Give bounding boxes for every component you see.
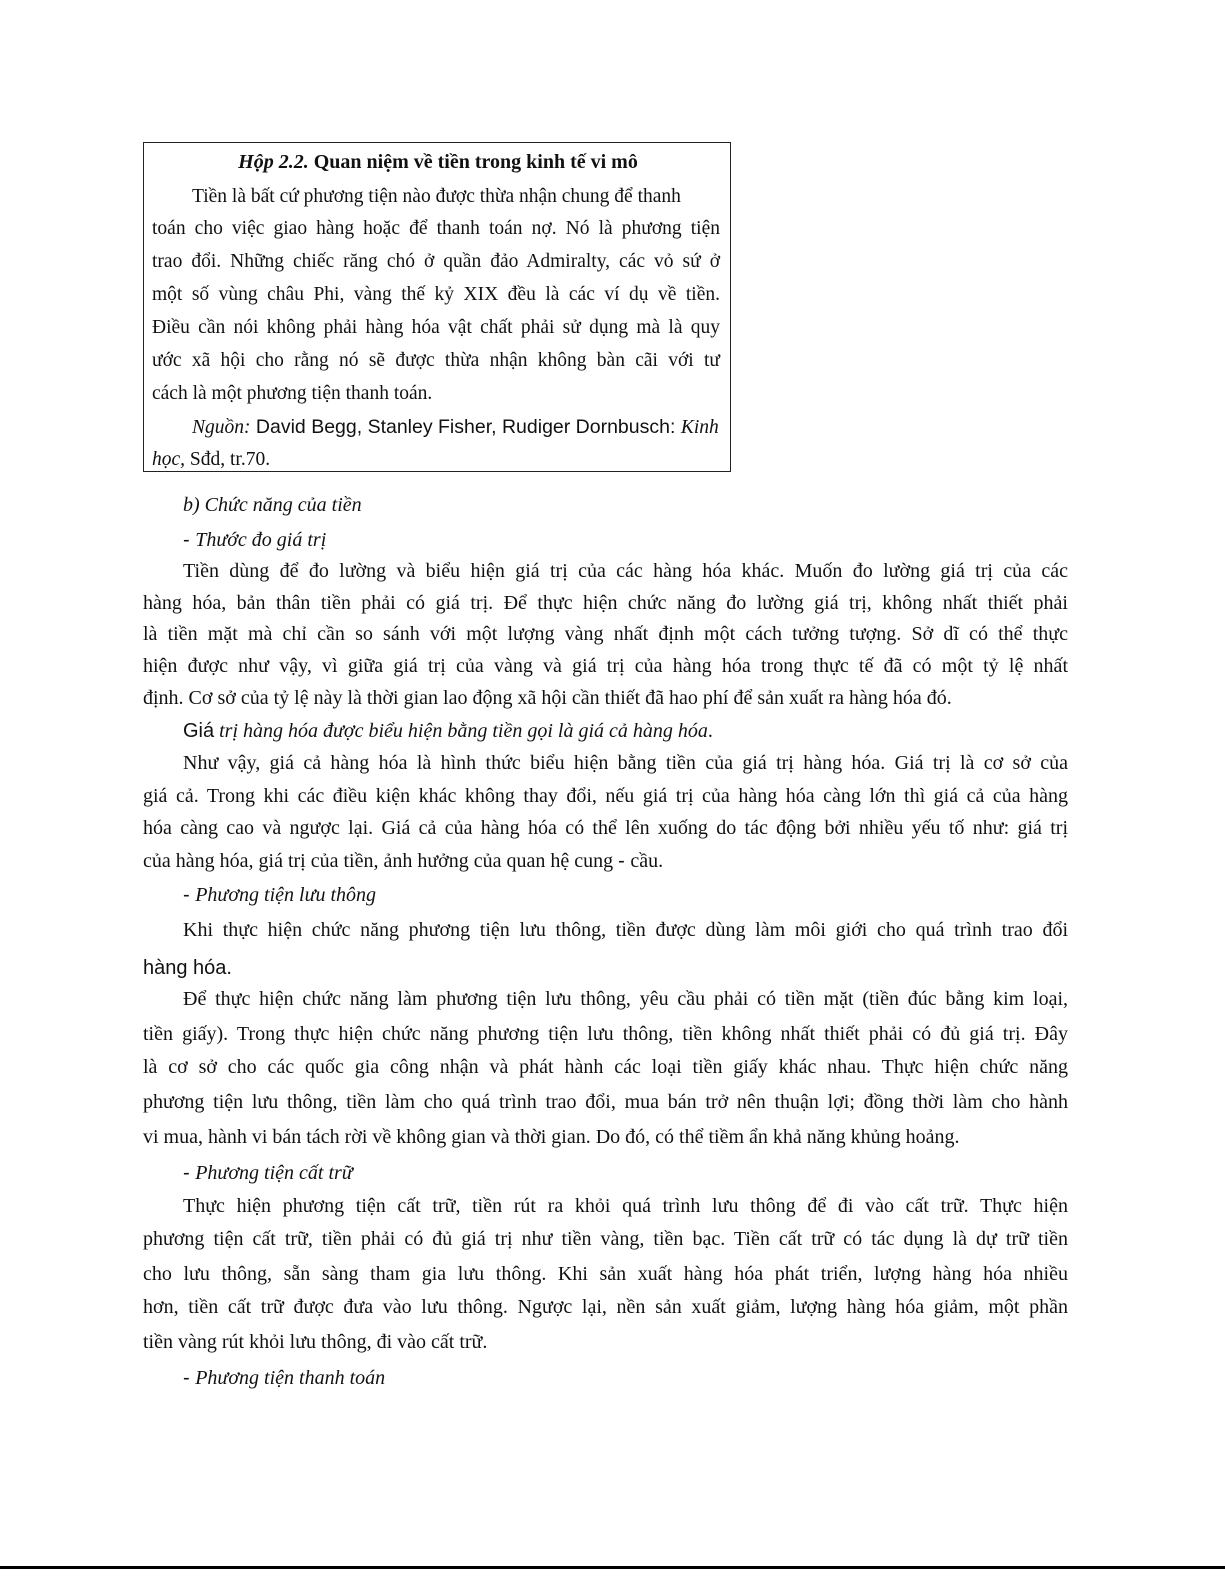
paragraph-line: hàng hóa, bản thân tiền phải có giá trị. Để thực hiện chức năng đo lường giá trị, không nhất thiết phải <box>143 592 1068 614</box>
source-book: Kinh <box>680 417 719 438</box>
paragraph-line: Khi thực hiện chức năng phương tiện lưu thông, tiền được dùng làm môi giới cho quá trình trao đổi <box>183 919 1068 941</box>
source-authors: David Begg, Stanley Fisher, Rudiger Dornbusch: <box>250 416 681 438</box>
box-text-line: trao đổi. Những chiếc răng chó ở quần đảo Admiralty, các vỏ sứ ở <box>152 251 720 272</box>
dash: - <box>183 1367 196 1389</box>
source-book-cont: học, <box>152 449 186 470</box>
page-bottom-rule <box>0 1566 1225 1569</box>
box-title <box>144 151 731 174</box>
paragraph-line: hàng hóa. <box>143 957 232 979</box>
paragraph-line: phương tiện cất trữ, tiền phải có đủ giá trị như tiền vàng, tiền bạc. Tiền cất trữ có tác dụng là dự trữ tiền <box>143 1228 1068 1250</box>
subheading-storage <box>183 1160 353 1186</box>
paragraph-line: phương tiện lưu thông, tiền làm cho quá trình trao đổi, mua bán trở nên thuận lợi; đồng thời làm cho hành <box>143 1091 1068 1113</box>
subheading-circulation <box>183 882 376 908</box>
source-label: Nguồn: <box>192 417 251 438</box>
paragraph-line: tiền giấy). Trong thực hiện chức năng phương tiện lưu thông, tiền không nhất thiết phải có đủ giá trị. Đây <box>143 1023 1068 1045</box>
paragraph-text: cầu. <box>630 850 664 872</box>
box-source <box>192 415 719 440</box>
subheading-text: Phương tiện lưu thông <box>195 884 377 906</box>
subheading-payment <box>183 1365 385 1391</box>
dash: - <box>183 529 196 551</box>
paragraph-line: vi mua, hành vi bán tách rời về không gian và thời gian. Do đó, có thể tiềm ẩn khả năng khủng hoảng. <box>143 1126 960 1148</box>
box-text-line: ước xã hội cho rằng nó sẽ được thừa nhận không bàn cãi với tư <box>152 350 720 371</box>
box-source-cont <box>152 448 270 472</box>
definition-end: . <box>707 720 713 742</box>
box-text-line: Tiền là bất cứ phương tiện nào được thừa nhận chung để thanh <box>192 186 681 207</box>
subheading-text: Thước đo giá trị <box>195 529 327 551</box>
paragraph-line: cho lưu thông, sẵn sàng tham gia lưu thông. Khi sản xuất hàng hóa phát triển, lượng hàng hóa nhiều <box>143 1263 1068 1285</box>
subheading-measure <box>183 527 326 553</box>
subheading-text: Phương tiện thanh toán <box>195 1367 386 1389</box>
paragraph-line: Để thực hiện chức năng làm phương tiện lưu thông, yêu cầu phải có tiền mặt (tiền đúc bằng kim loại, <box>183 988 1068 1010</box>
definition-text: trị hàng hóa được biểu hiện bằng tiền gọi là giá cả hàng hóa <box>214 720 708 742</box>
paragraph-text: của hàng hóa, giá trị của tiền, ảnh hưởng của quan hệ cung <box>143 850 619 872</box>
paragraph-line <box>143 848 663 874</box>
paragraph-line: là tiền mặt mà chỉ cần so sánh với một lượng vàng nhất định một cách tưởng tượng. Sở dĩ có thể thực <box>143 623 1068 645</box>
paragraph-line: Tiền dùng để đo lường và biểu hiện giá trị của các hàng hóa khác. Muốn đo lường giá trị của các <box>183 560 1068 582</box>
dash: - <box>183 1162 196 1184</box>
paragraph-line: giá cả. Trong khi các điều kiện khác không thay đổi, nếu giá trị của hàng hóa càng lớn thì giá cả của hàng <box>143 785 1068 807</box>
dash: - <box>183 884 196 906</box>
paragraph-line: định. Cơ sở của tỷ lệ này là thời gian lao động xã hội cần thiết đã hao phí để sản xuất ra hàng hóa đó. <box>143 687 952 709</box>
definition-first-word: Giá <box>183 720 215 742</box>
box-text-line: một số vùng châu Phi, vàng thế kỷ XIX đều là các ví dụ về tiền. <box>152 284 720 305</box>
subheading-text: Phương tiện cất trữ <box>195 1162 353 1184</box>
paragraph-line: hơn, tiền cất trữ được đưa vào lưu thông. Ngược lại, nền sản xuất giảm, lượng hàng hóa giảm, một phần <box>143 1296 1068 1318</box>
paragraph-line: Thực hiện phương tiện cất trữ, tiền rút ra khỏi quá trình lưu thông để đi vào cất trữ. Thực hiện <box>183 1195 1068 1217</box>
section-heading: b) Chức năng của tiền <box>183 494 362 516</box>
paragraph-line: tiền vàng rút khỏi lưu thông, đi vào cất trữ. <box>143 1331 488 1353</box>
paragraph-line: Như vậy, giá cả hàng hóa là hình thức biểu hiện bằng tiền của giá trị hàng hóa. Giá trị là cơ sở của <box>183 752 1068 774</box>
dash: - <box>618 850 631 872</box>
box-text-line: cách là một phương tiện thanh toán. <box>152 383 433 404</box>
box-label: Hộp 2.2. <box>238 151 309 173</box>
paragraph-line: hóa càng cao và ngược lại. Giá cả của hàng hóa có thể lên xuống do tác động bởi nhiều yếu tố như: giá trị <box>143 817 1068 839</box>
source-rest: Sđd, tr.70. <box>185 449 271 470</box>
paragraph-line: là cơ sở cho các quốc gia công nhận và phát hành các loại tiền giấy khác nhau. Thực hiện chức năng <box>143 1056 1068 1078</box>
quote-box <box>143 142 731 472</box>
definition-line <box>183 718 713 744</box>
box-title-text: Quan niệm về tiền trong kinh tế vi mô <box>308 151 638 173</box>
box-text-line: toán cho việc giao hàng hoặc để thanh toán nợ. Nó là phương tiện <box>152 218 720 239</box>
paragraph-line: hiện được như vậy, vì giữa giá trị của vàng và giá trị của hàng hóa trong thực tế đã có một tỷ lệ nhất <box>143 655 1068 677</box>
box-text-line: Điều cần nói không phải hàng hóa vật chất phải sử dụng mà là quy <box>152 317 720 338</box>
